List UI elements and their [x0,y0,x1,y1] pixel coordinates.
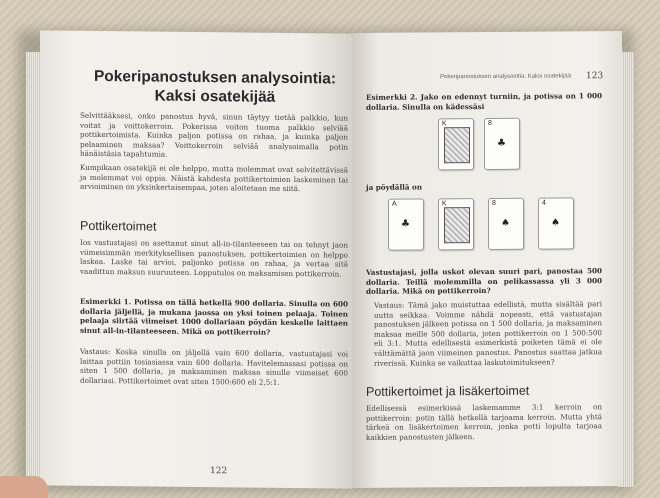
running-header: Pokeripanostuksen analysointia: Kaksi osatekijää [440,73,572,81]
card-rank: 8 [492,199,496,207]
section-heading-right: Pottikertoimet ja lisäkertoimet [366,383,530,399]
question-2: Vastustajasi, jolla uskot olevan suuri pari, panostaa 500 dollaria. Teillä molemmilla on pelikassassa yli 3 000 dollaria. Mikä on pottikerroin? [366,266,602,297]
intro-paragraph-2: Kumpikaan osatekijä ei ole helppo, mutta molemmat ovat selvitettävissä ja molemmat voi oppia. Näistä kahdesta pottikertoimien laskeminen tai arvioiminen on yksinkertaisempaa, joten aloitetaan me siitä. [80,162,348,194]
suit-icon: ♣ [401,218,410,230]
suit-icon: ♣ [497,137,506,149]
section-body: Ios vastustajasi on asettanut sinut all-in-tilanteeseen tai on tehnyt jaon viimeisimmän merkityksellisen panostuksen, pottikertoimien on helppo laskea. Laske tai arvioi, paljonko potissa on rahaa, ja vertaa sitä vaadittun maksun suuruuteen. Lopputulos on maksamisen pottikerroin. [80,237,348,279]
card-rank: K [442,200,447,208]
chapter-title-line-1: Pokeripanostuksen analysointia: [93,67,337,88]
section-heading: Pottikertoimet [80,218,157,234]
page-number-right: 123 [586,71,604,82]
left-page [40,30,352,488]
example-2: Esimerkki 2. Jako on edennyt turniin, ja potissa on 1 000 dollaria. Sinulla on kädessäsi [366,91,602,112]
chapter-title-line-2: Kaksi osatekijää [154,87,276,106]
playing-card [438,198,474,250]
card-rank: K [442,120,447,128]
playing-card [484,118,520,170]
card-rank: A [392,200,397,208]
card-rank: 8 [488,119,492,127]
suit-icon: ♠ [551,217,560,229]
chapter-title [80,67,350,108]
example-1: Esimerkki 1. Potissa on tällä hetkellä 900 dollaria. Sinulla on 600 dollaria jäljellä, ja mukana jaossa on yksi toinen pelaaja. Toinen pelaaja siirtää viimeiset 1000 dollariaan pöydän keskelle laittaen sinut all-in-tilanteeseen. Mikä on pottikerroin? [80,296,348,337]
suit-icon: ♠ [501,217,510,229]
card-rank: 4 [542,199,546,207]
answer-1: Vastaus: Koska sinulla on jäljellä vain 600 dollaria, vastustajasi voi laittaa pottiin tosiasiassa vain 600 dollaria. Havitelemassasi potissa on siten 1 500 dollaria, ja maksaminen maksaa sinulle viimeiset 600 dollariasi. Pottikertoimet ovat siten 1500:600 eli 2,5:1. [80,346,348,387]
playing-card [438,118,474,170]
playing-card [488,198,524,250]
answer-2: Vastaus: Tämä jako muistuttaa edellistä, mutta sisältää pari uutta seikkaa. Voimme nähdä nopeasti, että vastustajan panostuksen jälkeen potissa on 1 500 dollaria, ja maksaminen maksaa meille 500 dollaria, joten pottikerroin on 1 500:500 eli 3:1. Mutta edellisestä esimerkistä poiketen tämä ei ole välttämättä jaon viimeinen panostus. Panostus saattaa jatkua riverissä. Kuinka se vaikuttaa laskutoimitukseen? [374,299,602,368]
playing-card [538,197,574,249]
board-label: ja pöydällä on [366,182,423,192]
king-face-art [444,207,470,243]
section-body-right: Edellisessä esimerkissä laskemamme 3:1 kerroin on pottikerroin: potin tällä hetkellä tarjoama kerroin. Mutta yhtä tärkeä on lisäkertoimen kerroin, jonka potti lopulta tarjoaa kaikkien panostusten jälkeen. [366,402,602,442]
right-page [352,31,622,488]
king-face-art [444,127,470,163]
playing-card [388,198,424,250]
thumb [0,476,48,498]
intro-paragraph-1: Selvittääksesi, onko panostus hyvä, sinun täytyy tietää palkkio, kun voitat ja voittokerroin. Pokerissa voiton tuoma palkkio selviää pottikertoimista. Kuinka paljon potissa on rahaa, ja kuinka paljon pelaaminen maksaa? Voittokerroin selviää analysoimalla potin hänäistäsia tapahtumia. [80,110,348,160]
page-number-left: 122 [210,466,228,477]
open-book [22,32,632,490]
